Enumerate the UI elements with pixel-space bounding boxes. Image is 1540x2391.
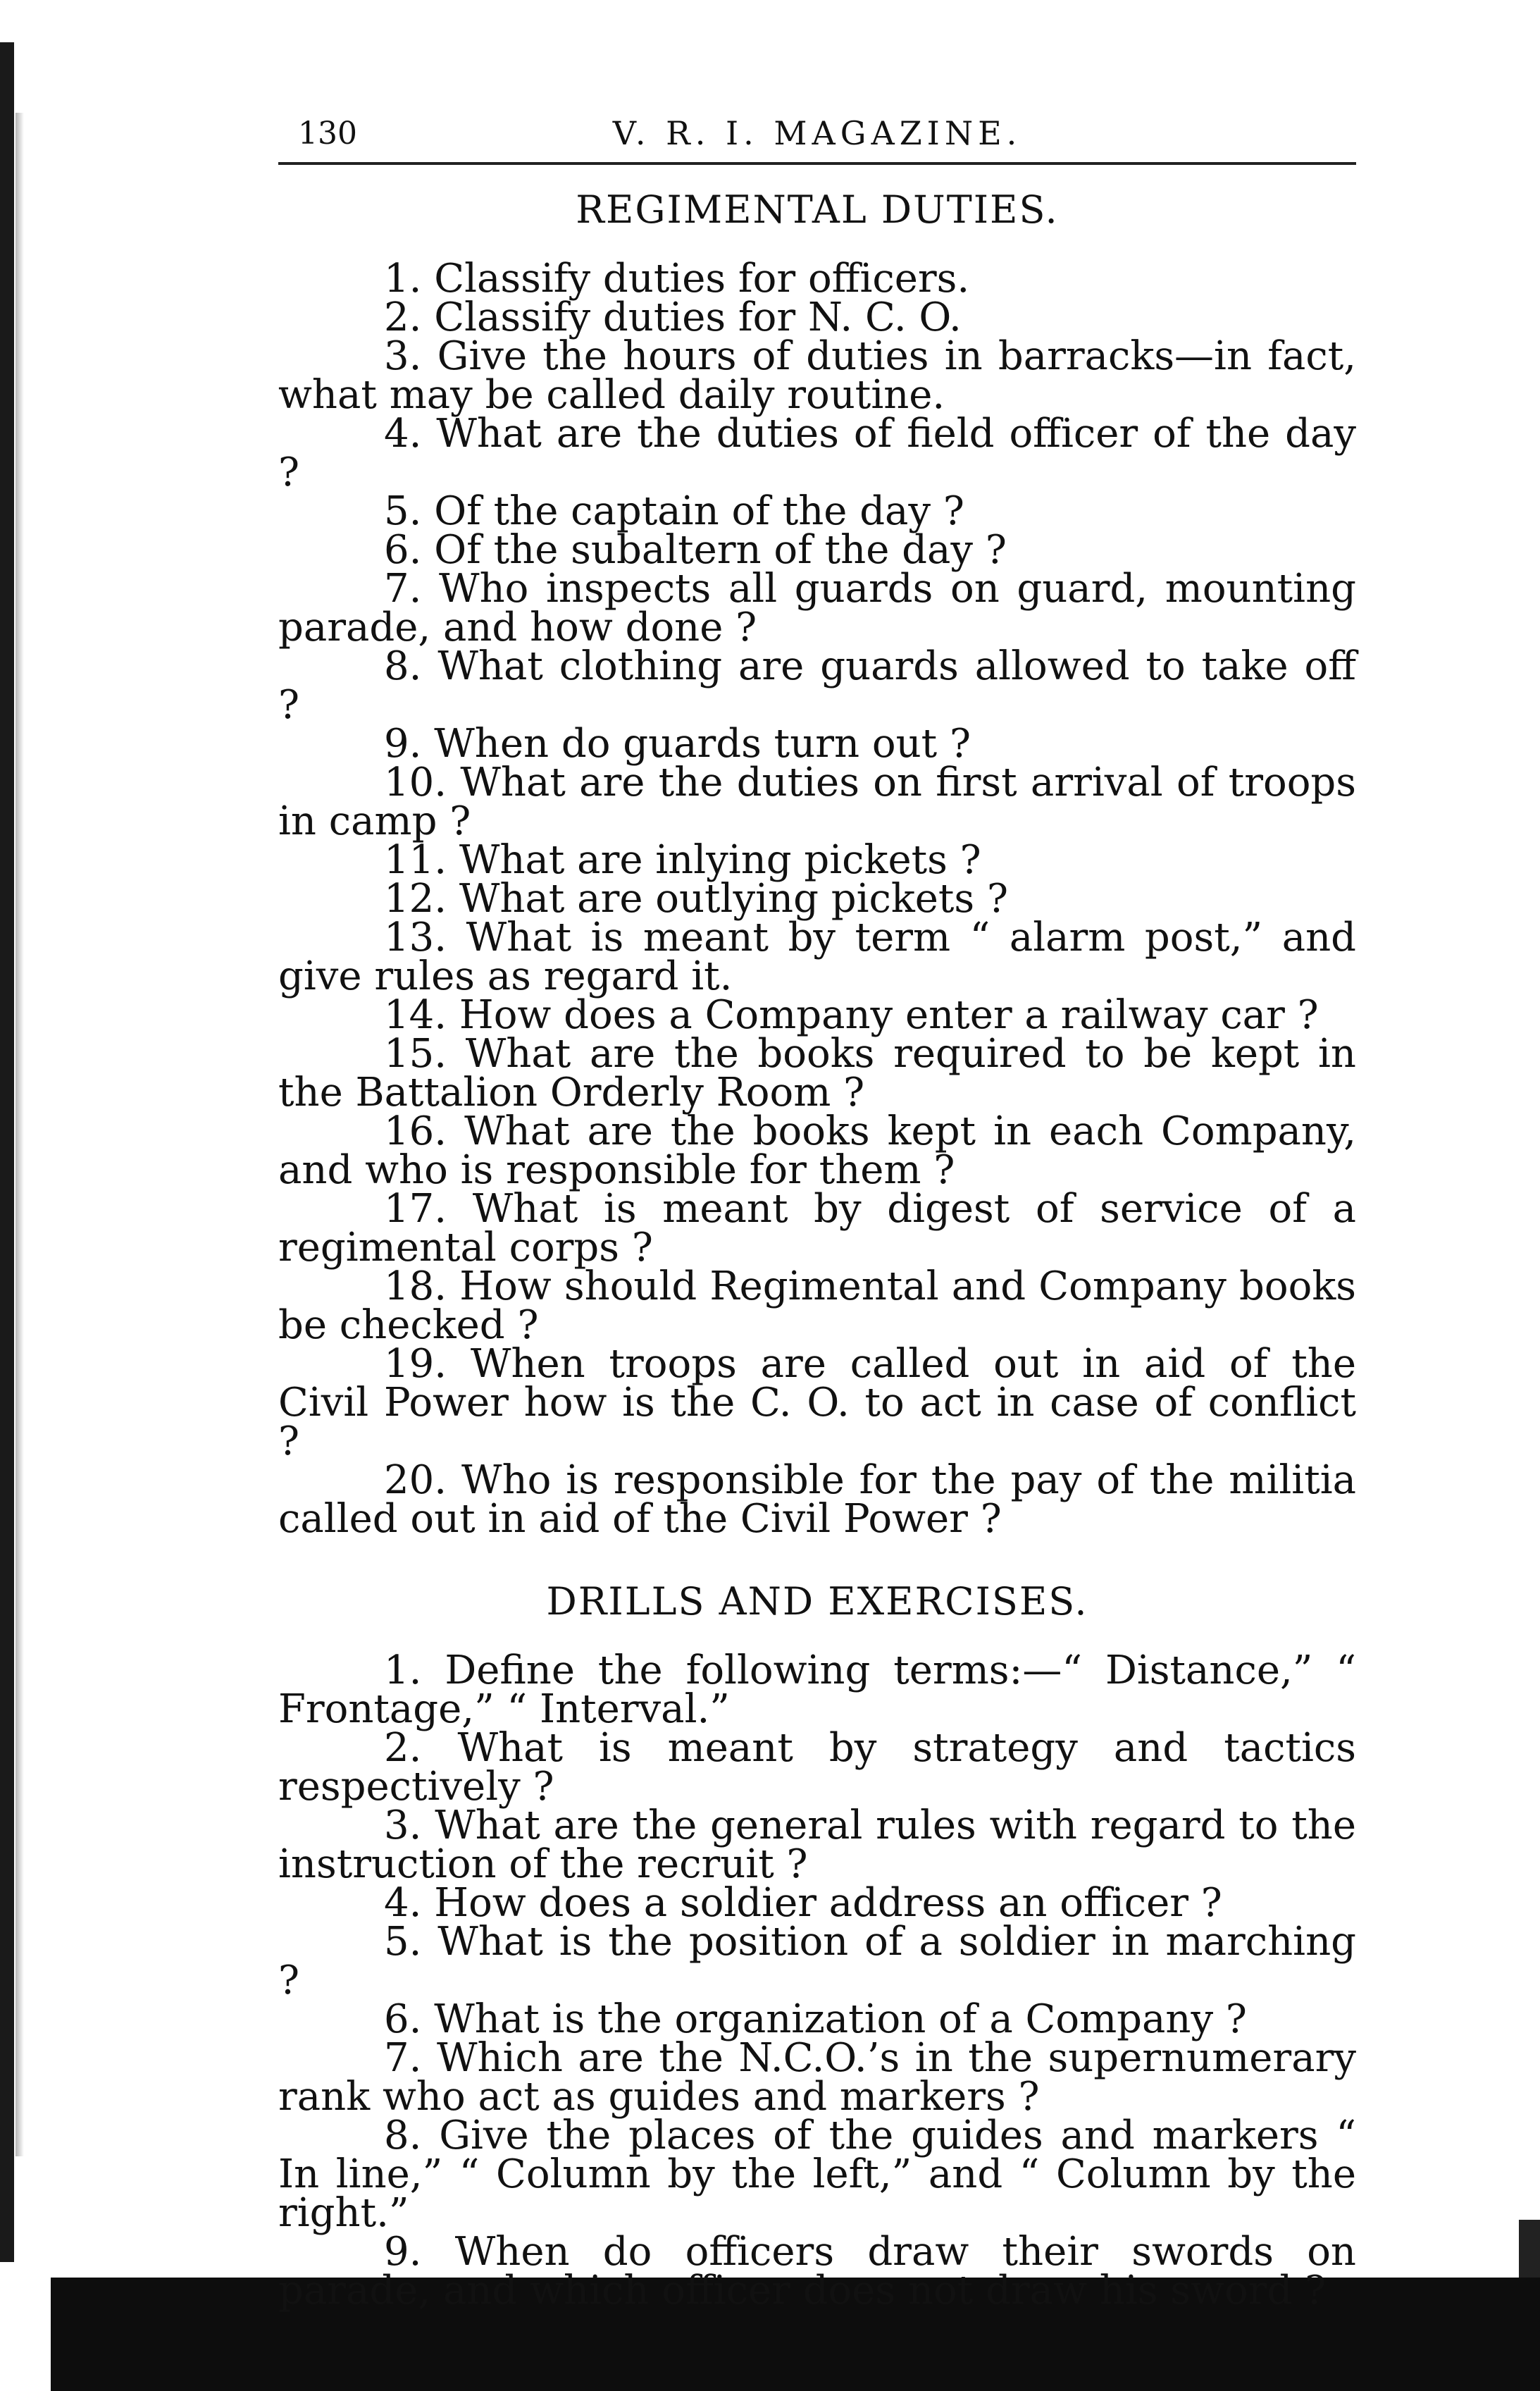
question: 9. When do guards turn out ? xyxy=(384,721,971,767)
question: 13. What is meant by term “ alarm post,” and give rules as regard it. xyxy=(278,915,1356,999)
question-list xyxy=(278,256,1356,1542)
question: 11. What are inlying pickets ? xyxy=(384,837,981,883)
question: 7. Which are the N.C.O.’s in the supernumerary rank who act as guides and markers ? xyxy=(278,2035,1356,2120)
page-header xyxy=(278,106,1356,162)
question: 8. Give the places of the guides and markers “ In line,” “ Column by the left,” and “ Column by the right.” xyxy=(278,2113,1356,2236)
question: 9. When do officers draw their swords on parade, and which officer does not draw his sword ? xyxy=(278,2229,1356,2313)
magazine-page xyxy=(278,106,1356,2313)
question: 1. Classify duties for officers. xyxy=(384,256,970,302)
question: 6. What is the organization of a Company ? xyxy=(384,1996,1247,2042)
running-title: V. R. I. MAGAZINE. xyxy=(612,114,1022,152)
section-regimental-duties xyxy=(278,187,1356,1542)
section-spacer xyxy=(278,1538,1356,1581)
header-rule xyxy=(278,162,1356,165)
question: 12. What are outlying pickets ? xyxy=(384,876,1008,922)
section-title: DRILLS AND EXERCISES. xyxy=(546,1579,1088,1624)
question: 15. What are the books required to be kept in the Battalion Orderly Room ? xyxy=(278,1031,1356,1116)
scan-edge-shadow xyxy=(15,113,24,2156)
question: 3. Give the hours of duties in barracks—in fact, what may be called daily routine. xyxy=(278,333,1356,418)
question: 2. What is meant by strategy and tactics respectively ? xyxy=(278,1725,1356,1810)
section-title: REGIMENTAL DUTIES. xyxy=(576,187,1059,232)
question: 16. What are the books kept in each Company, and who is responsible for them ? xyxy=(278,1108,1356,1193)
question: 7. Who inspects all guards on guard, mounting parade, and how done ? xyxy=(278,566,1356,650)
question: 1. Define the following terms:—“ Distance,” “ Frontage,” “ Interval.” xyxy=(278,1648,1356,1732)
question: 6. Of the subaltern of the day ? xyxy=(384,527,1007,573)
question: 3. What are the general rules with regard to the instruction of the recruit ? xyxy=(278,1803,1356,1887)
scan-edge-left xyxy=(0,42,14,2262)
question: 19. When troops are called out in aid of the Civil Power how is the C. O. to act in case of conflict ? xyxy=(278,1341,1356,1464)
question: 18. How should Regimental and Company books be checked ? xyxy=(278,1264,1356,1348)
question: 5. Of the captain of the day ? xyxy=(384,488,964,534)
section-drills-and-exercises xyxy=(278,1579,1356,2313)
question-list xyxy=(278,1648,1356,2313)
question: 4. How does a soldier address an officer ? xyxy=(384,1880,1222,1926)
page-number: 130 xyxy=(298,116,357,152)
question: 14. How does a Company enter a railway car ? xyxy=(384,992,1319,1038)
question: 20. Who is responsible for the pay of the militia called out in aid of the Civil Power ? xyxy=(278,1457,1356,1542)
question: 8. What clothing are guards allowed to take off ? xyxy=(278,643,1356,728)
question: 4. What are the duties of field officer of the day ? xyxy=(278,411,1356,495)
question: 5. What is the position of a soldier in marching ? xyxy=(278,1919,1356,2003)
question: 2. Classify duties for N. C. O. xyxy=(384,295,962,340)
question: 10. What are the duties on first arrival of troops in camp ? xyxy=(278,760,1356,844)
question: 17. What is meant by digest of service of a regimental corps ? xyxy=(278,1186,1356,1271)
